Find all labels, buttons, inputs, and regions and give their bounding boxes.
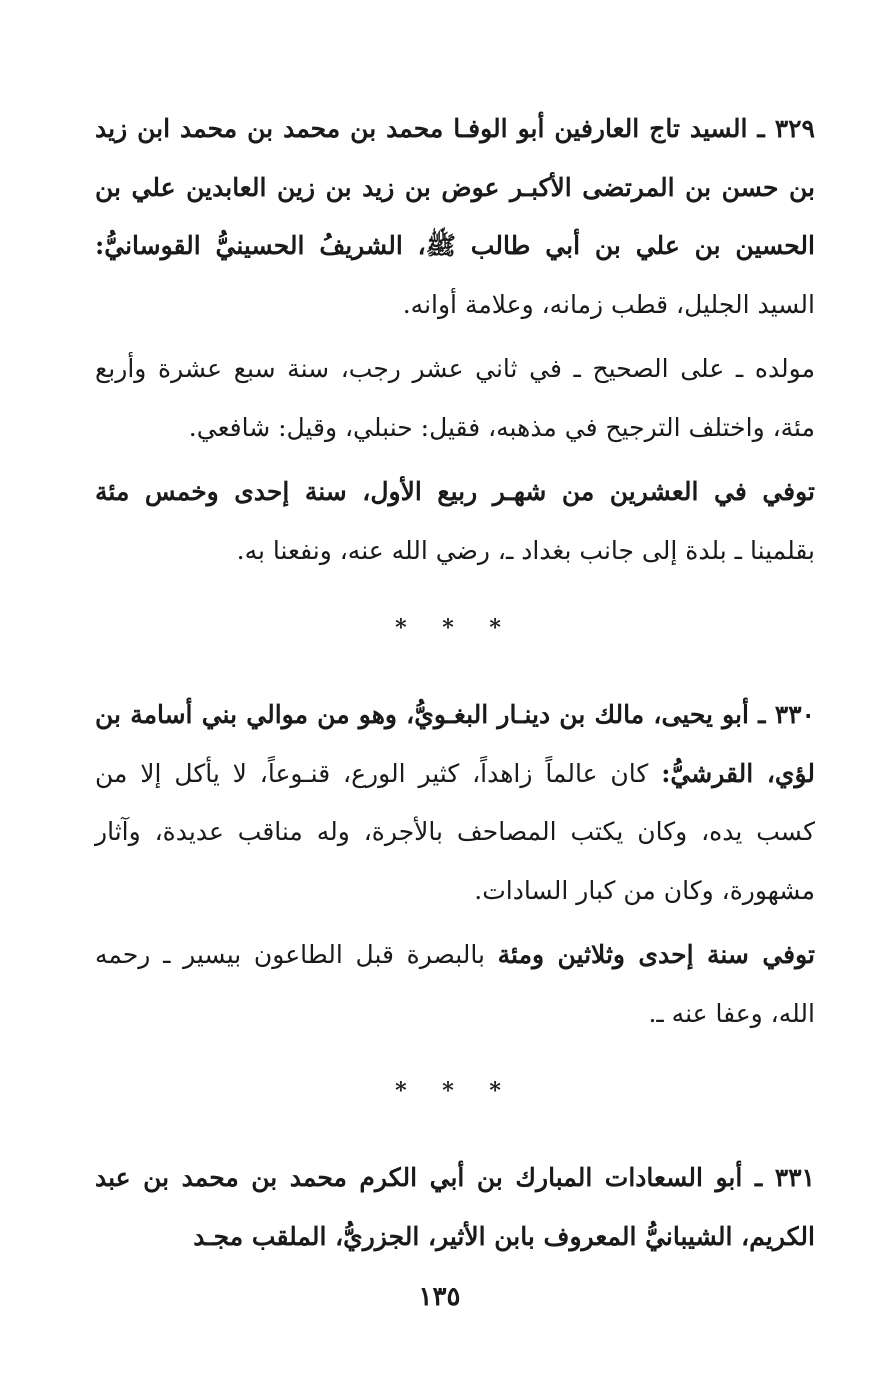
entry-330 xyxy=(95,686,815,1043)
entry-heading: ٣٣٠ ـ أبو يحيى، مالك بن دينـار البغـويُّ، وهو من موالي بني أسامة بن لؤي، القرشيُّ: xyxy=(95,700,816,788)
section-separator: * * * xyxy=(395,1078,515,1104)
entry-331 xyxy=(95,1149,815,1266)
paragraph-lead: توفي في العشرين من شهـر ربيع الأول، سنة إحدى وخمس مئة xyxy=(95,477,815,506)
entry-text: السيد الجليل، قطب زمانه، وعلامة أوانه. xyxy=(402,289,815,319)
entry-331-header-paragraph xyxy=(95,1149,815,1266)
page-number: ١٣٥ xyxy=(418,1282,461,1312)
paragraph-text: بقلمينا ـ بلدة إلى جانب بغداد ـ، رضي الله عنه، ونفعنا به. xyxy=(236,535,815,565)
page-body xyxy=(95,100,815,1266)
paragraph-text: مولده ـ على الصحيح ـ في ثاني عشر رجب، سنة سبع عشرة وأربع مئة، واختلف الترجيح في مذهبه، فقيل: حنبلي، وقيل: شافعي. xyxy=(95,354,815,442)
entry-329 xyxy=(95,100,815,580)
entry-330-death-paragraph xyxy=(95,926,815,1043)
entry-329-death-paragraph xyxy=(95,463,815,580)
entry-text: كان عالماً زاهداً، كثير الورع، قنـوعاً، لا يأكل إلا من كسب يده، وكان يكتب المصاحف بالأجرة، وله مناقب عديدة، وآثار مشهورة، وكان من كبار السادات. xyxy=(95,758,815,905)
paragraph-lead: توفي سنة إحدى وثلاثين ومئة xyxy=(497,940,815,969)
entry-329-birth-paragraph xyxy=(95,340,815,457)
section-separator: * * * xyxy=(395,615,515,641)
entry-heading: ٣٣١ ـ أبو السعادات المبارك بن أبي الكرم محمد بن محمد بن عبد الكريم، الشيبانيُّ المعروف بابن الأثير، الجزريُّ، الملقب مجـد xyxy=(95,1163,815,1251)
entry-heading: ٣٢٩ ـ السيد تاج العارفين أبو الوفـا محمد بن محمد بن محمد ابن زيد بن حسن بن المرتضى الأكبـر عوض بن زيد بن زين العابدين علي بن الحسين بن علي بن أبي طالب ﷺ، الشريفُ الحسينيُّ القوسانيُّ: xyxy=(95,114,815,260)
entry-330-header-paragraph xyxy=(95,686,815,920)
entry-329-header-paragraph xyxy=(95,100,815,334)
paragraph-text: بالبصرة قبل الطاعون بيسير ـ رحمه الله، وعفا عنه ـ. xyxy=(95,940,815,1028)
